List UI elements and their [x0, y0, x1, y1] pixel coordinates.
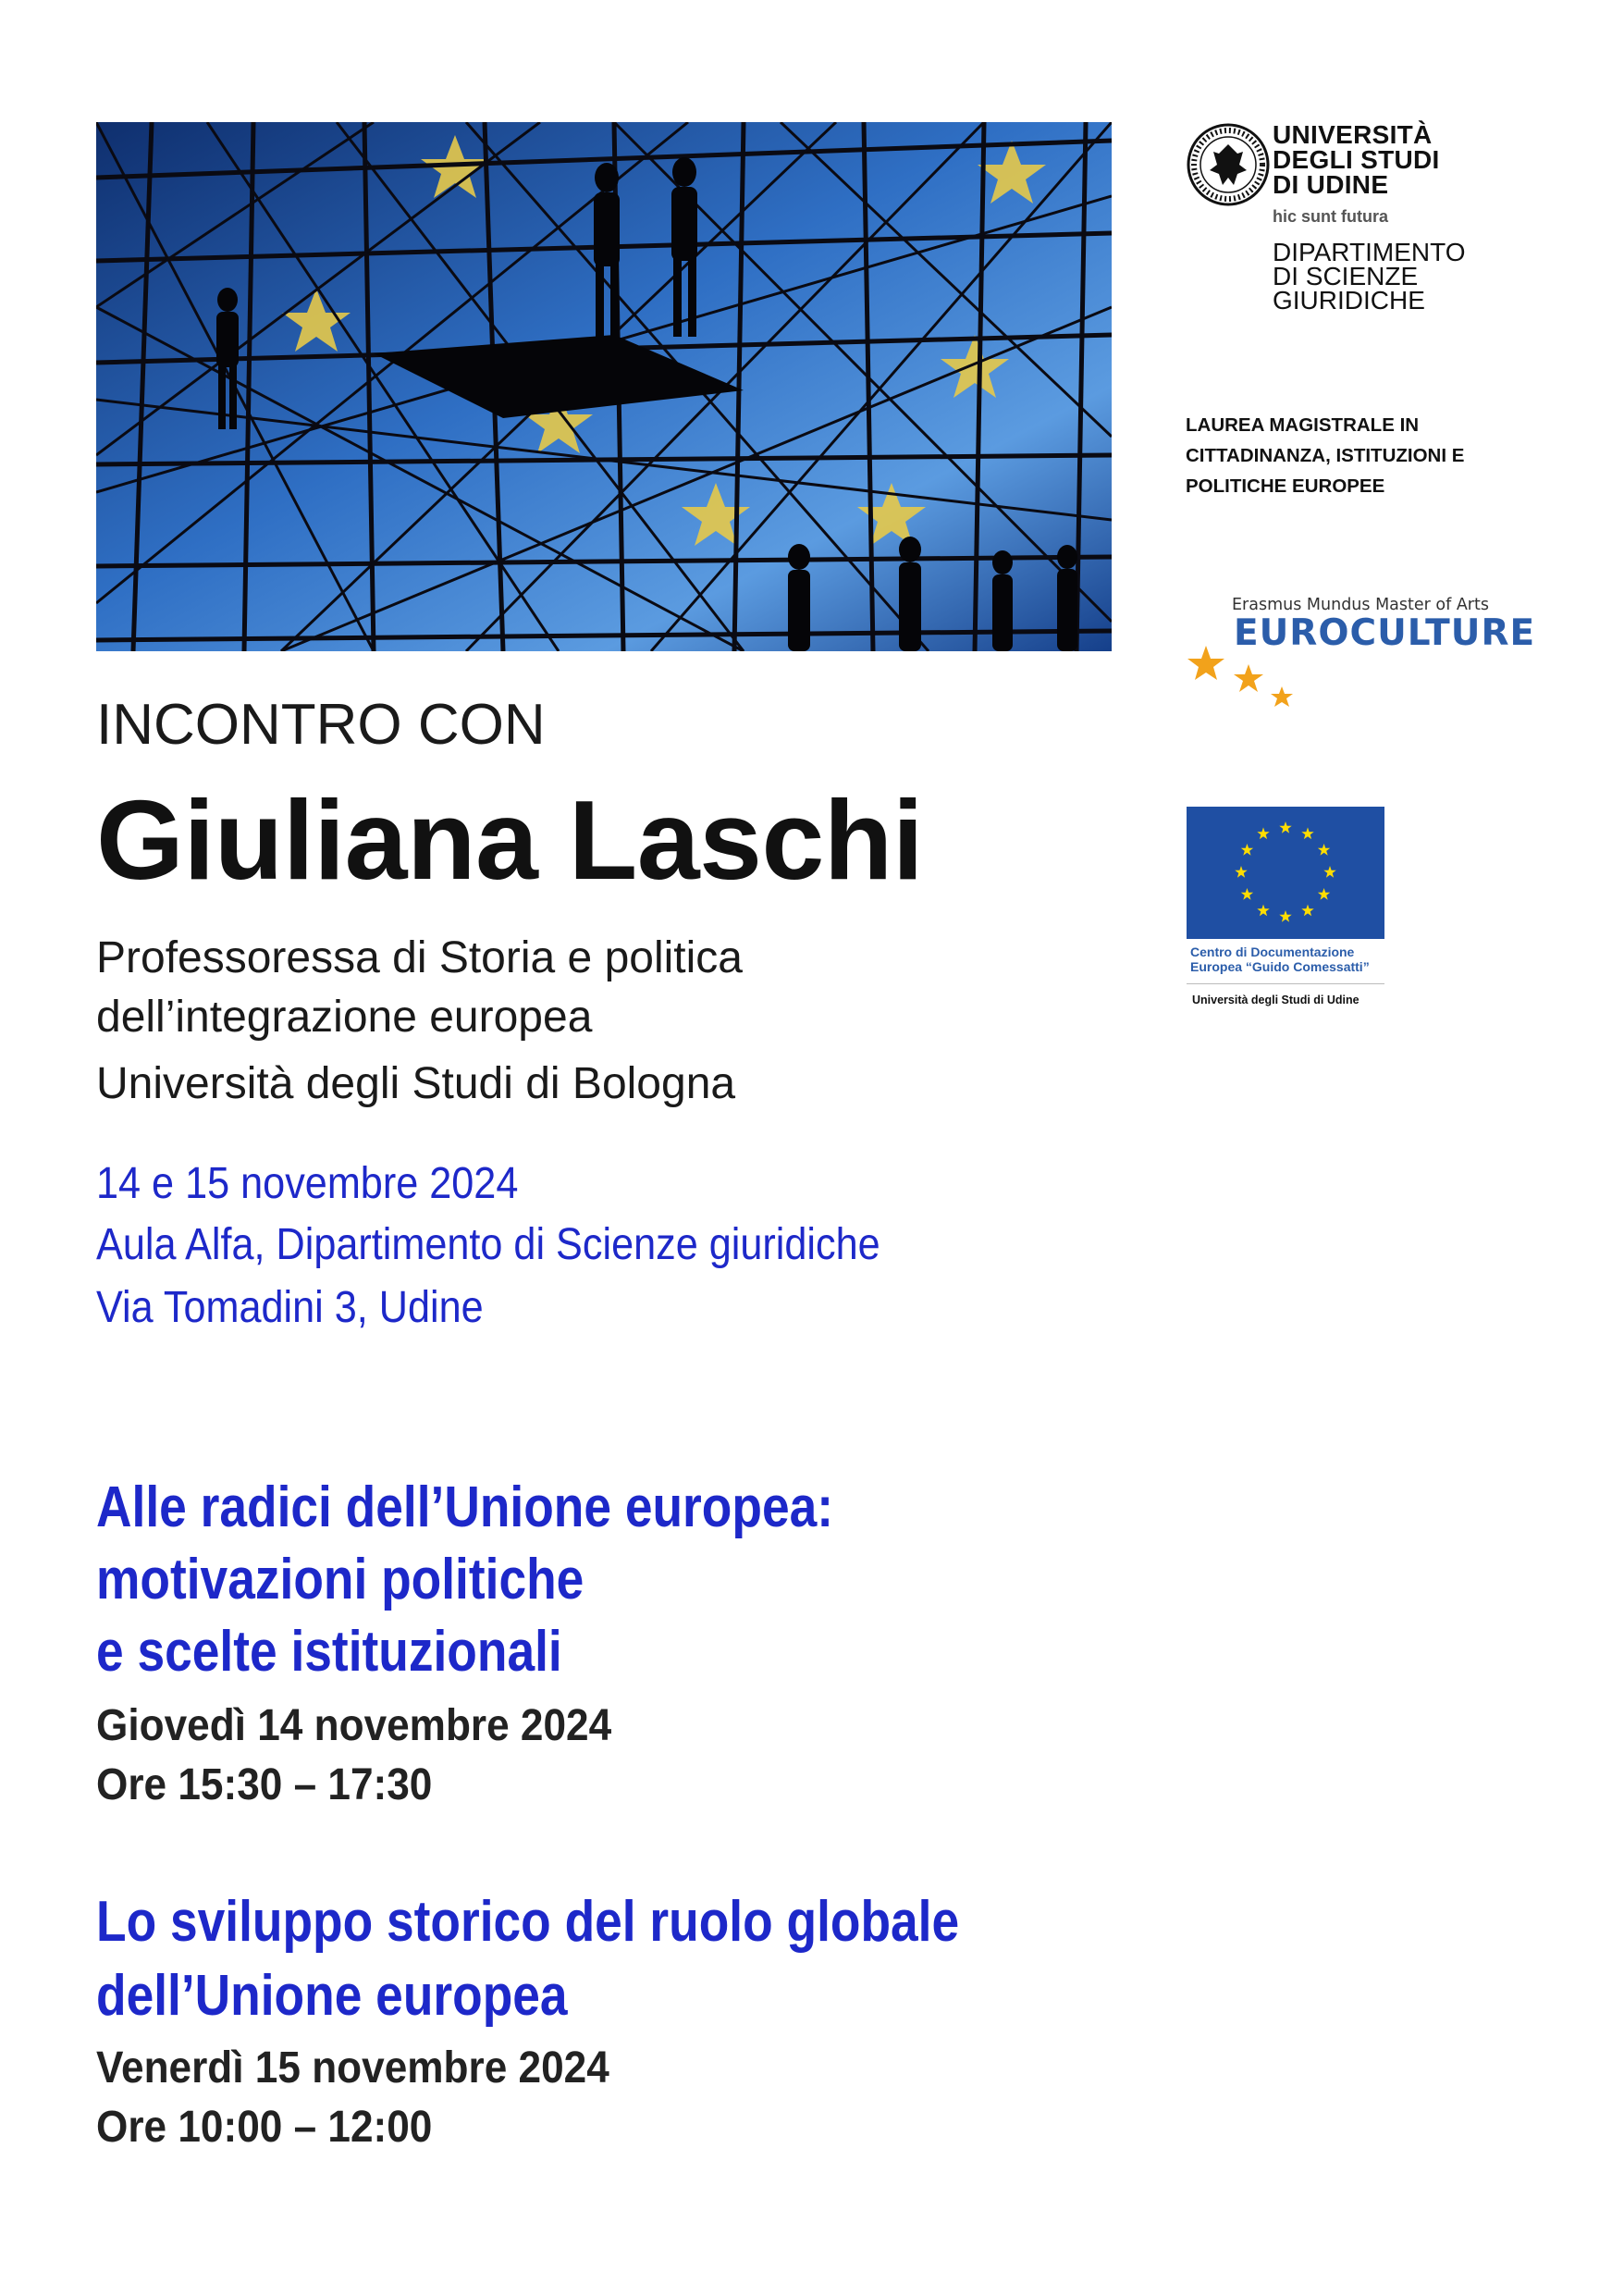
scaffolding-illustration [96, 122, 1112, 651]
talk-1-title-line-1: Alle radici dell’Unione europea: [96, 1475, 834, 1539]
event-eyebrow: INCONTRO CON [96, 693, 546, 757]
euroculture-subtitle: Erasmus Mundus Master of Arts [1232, 596, 1489, 614]
university-name-line-1: UNIVERSITÀ [1273, 120, 1433, 149]
euroculture-logo [1186, 592, 1537, 712]
documentation-centre-university: Università degli Studi di Udine [1192, 994, 1359, 1006]
speaker-name: Giuliana Laschi [96, 777, 924, 903]
programme-line-1: LAUREA MAGISTRALE IN [1186, 414, 1420, 436]
talk-2-title-line-1: Lo sviluppo storico del ruolo globale [96, 1890, 960, 1954]
talk-1-time: Ore 15:30 – 17:30 [96, 1760, 433, 1809]
talk-1-day: Giovedì 14 novembre 2024 [96, 1701, 612, 1750]
event-venue: Aula Alfa, Dipartimento di Scienze giuridiche [96, 1220, 880, 1269]
speaker-role-line-2: dell’integrazione europea [96, 993, 593, 1042]
department-line-2: DI SCIENZE [1273, 262, 1419, 290]
talk-2-title-line-2: dell’Unione europea [96, 1964, 568, 2028]
talk-1-title-line-2: motivazioni politiche [96, 1548, 584, 1611]
programme-line-2: CITTADINANZA, ISTITUZIONI E [1186, 445, 1465, 466]
euroculture-title-culture: CULTURE [1349, 612, 1536, 654]
department-name [1273, 238, 1466, 315]
euroculture-title-euro: EURO [1234, 612, 1350, 654]
documentation-centre-line-1: Centro di Documentazione [1190, 944, 1355, 959]
programme-name [1186, 410, 1556, 501]
documentation-centre-line-2: Europea “Guido Comessatti” [1190, 959, 1370, 974]
speaker-affiliation: Università degli Studi di Bologna [96, 1059, 736, 1108]
university-seal-icon [1186, 122, 1271, 207]
programme-line-3: POLITICHE EUROPEE [1186, 475, 1385, 497]
documentation-centre-name [1190, 944, 1370, 974]
eu-flag-icon [1187, 807, 1384, 939]
department-line-1: DIPARTIMENTO [1273, 238, 1466, 266]
university-name-line-3: DI UDINE [1273, 170, 1389, 199]
university-name-line-2: DEGLI STUDI [1273, 145, 1440, 174]
event-dates: 14 e 15 novembre 2024 [96, 1159, 519, 1208]
documentation-centre-logo [1187, 807, 1390, 1010]
divider [1187, 983, 1384, 984]
talk-2-time: Ore 10:00 – 12:00 [96, 2103, 433, 2152]
event-address: Via Tomadini 3, Udine [96, 1283, 484, 1332]
university-name [1273, 122, 1440, 197]
department-line-3: GIURIDICHE [1273, 286, 1425, 315]
speaker-role-line-1: Professoressa di Storia e politica [96, 933, 743, 982]
talk-2-day: Venerdì 15 novembre 2024 [96, 2043, 609, 2092]
euroculture-stars-icon [1186, 638, 1315, 712]
talk-1-title-line-3: e scelte istituzionali [96, 1620, 562, 1684]
hero-image [96, 122, 1112, 651]
university-motto: hic sunt futura [1273, 207, 1388, 226]
